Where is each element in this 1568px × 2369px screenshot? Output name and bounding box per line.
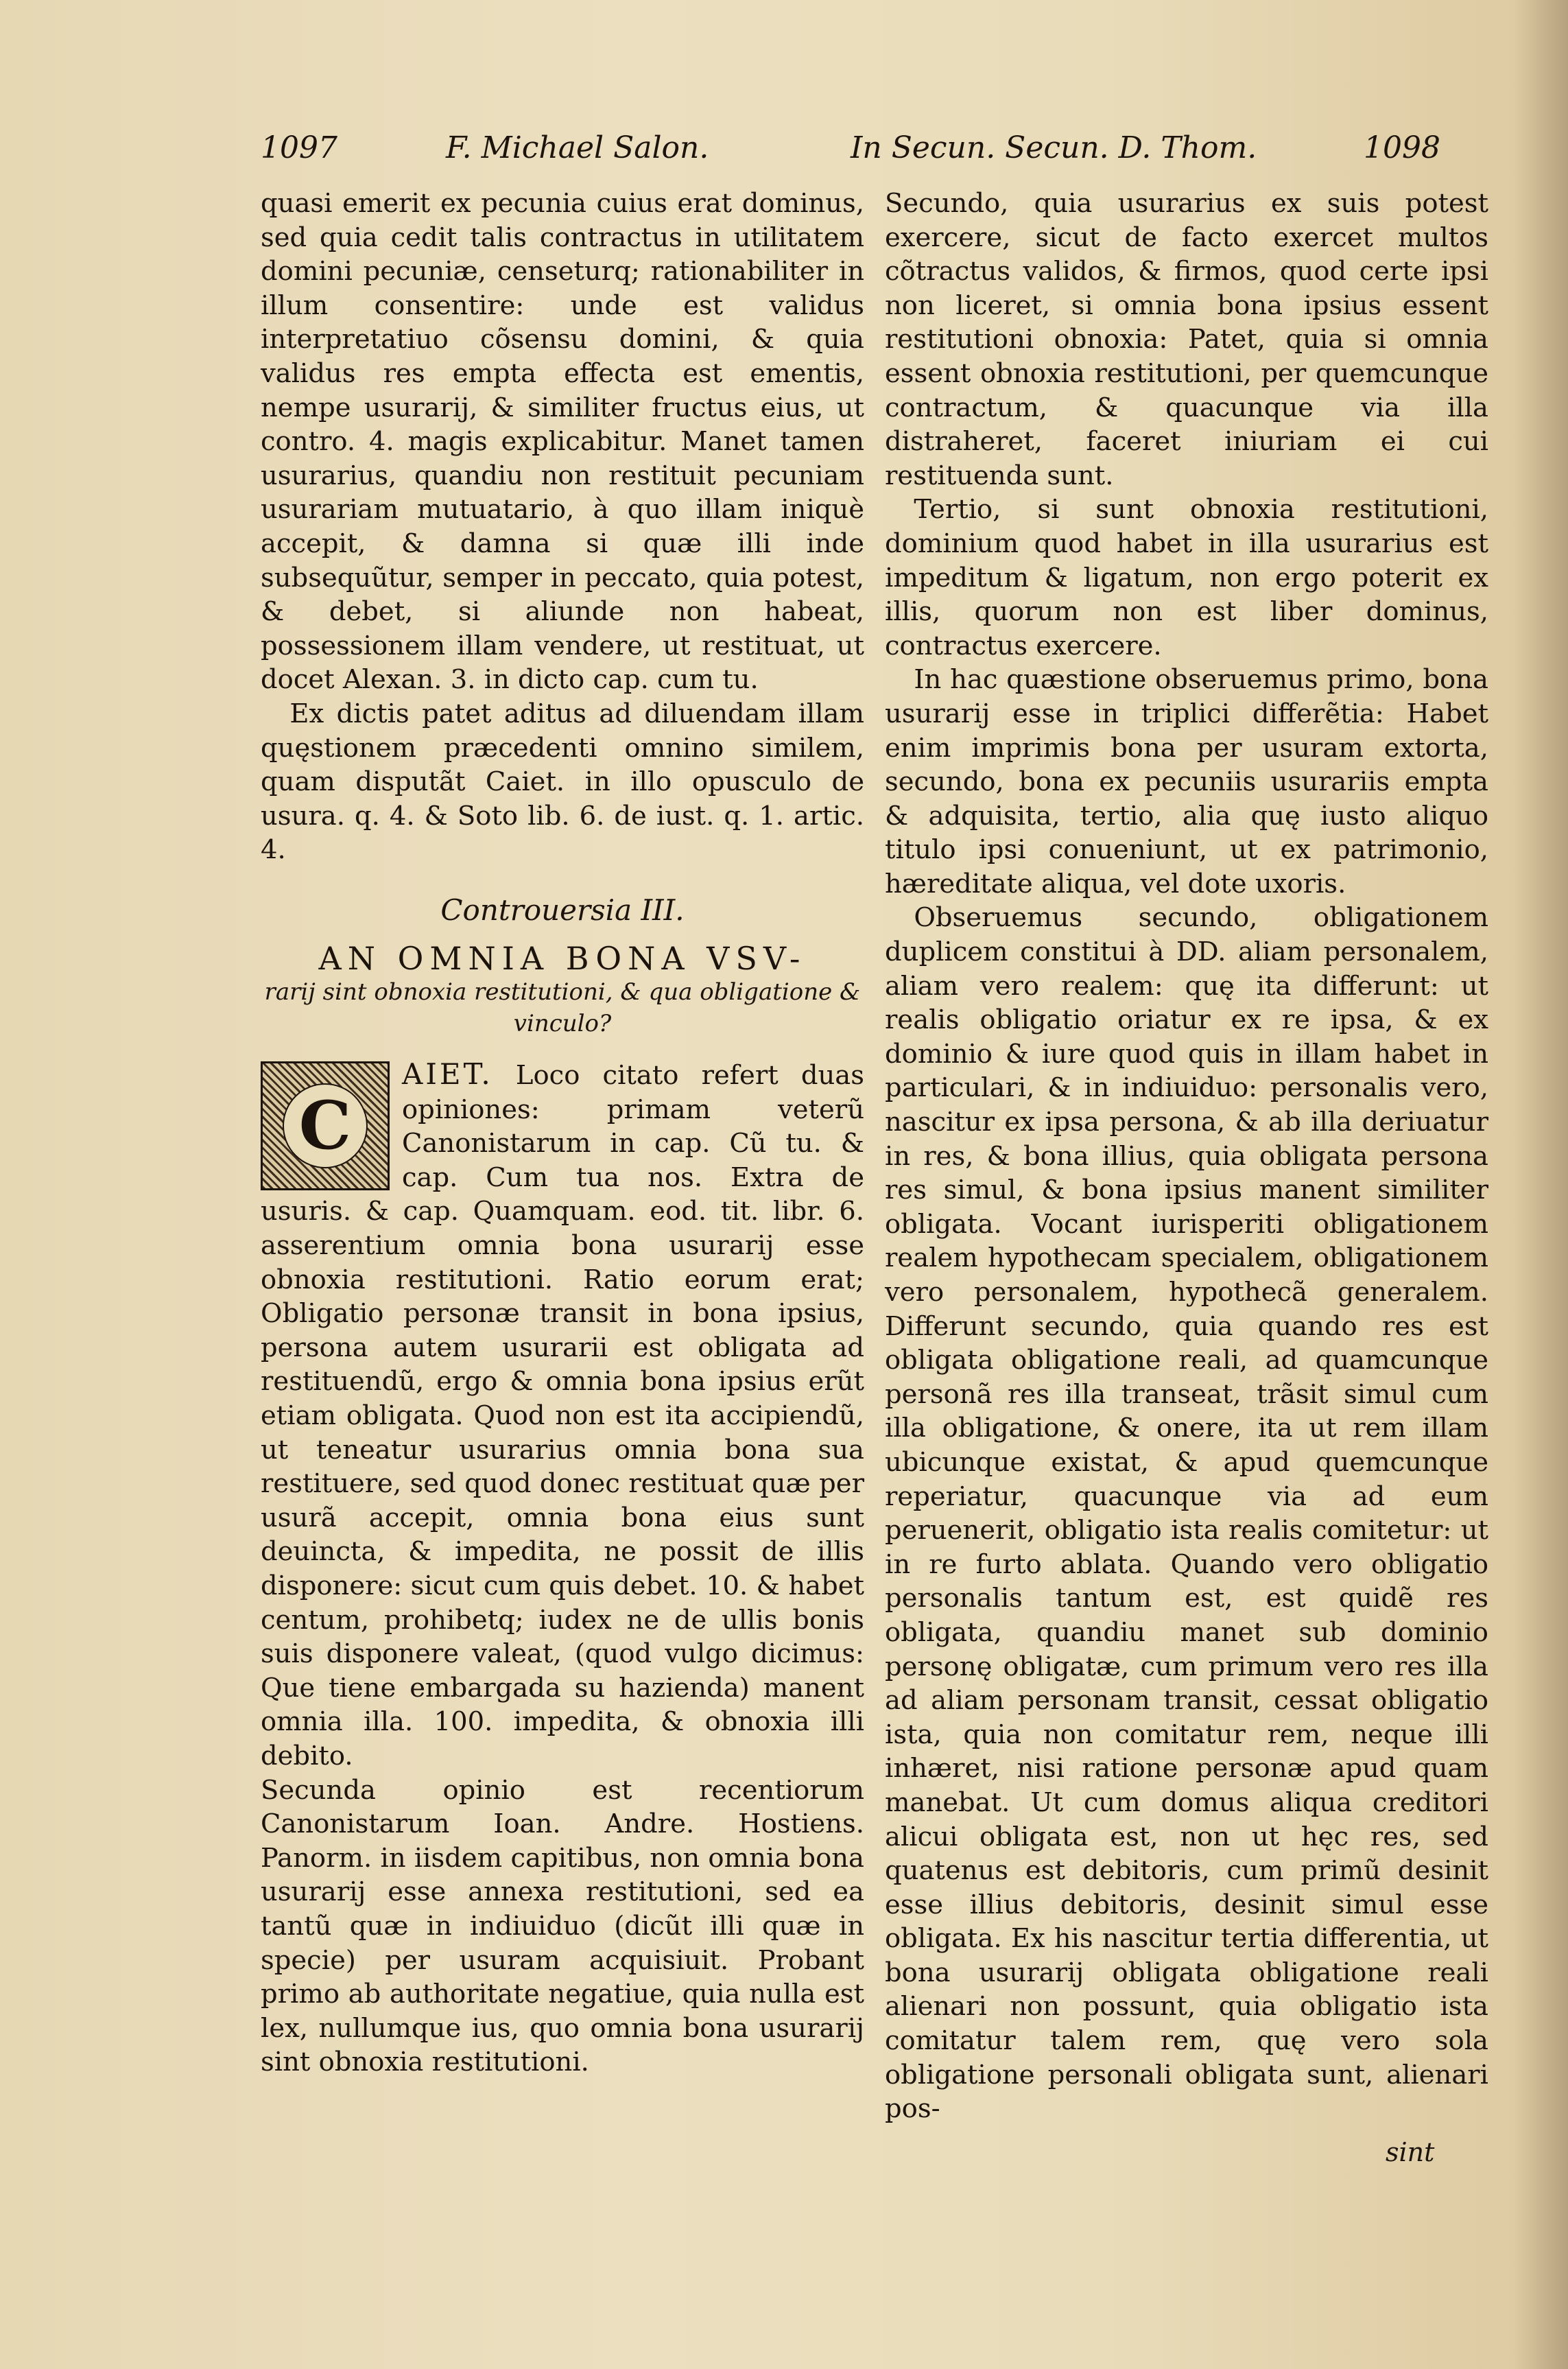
running-head <box>261 130 1440 178</box>
page-gutter-shadow <box>1513 0 1568 2369</box>
right-paragraph-3: In hac quæstione obseruemus primo, bona usurarij esse in triplici differẽtia: Habet enim imprimis bona per usuram extorta, secundo, bona ex pecuniis usurariis empta & adquisita, tertio, alia quę iusto aliquo titulo ipsi conueniunt, ut ex patrimonio, hæreditate aliqua, vel dote uxoris. <box>885 664 1488 899</box>
decorated-initial-icon <box>261 1061 390 1190</box>
question-subtitle: rarij sint obnoxia restitutioni, & qua obligatione & vinculo? <box>264 978 861 1038</box>
paragraph-lead: AIET. <box>402 1057 493 1092</box>
right-column <box>885 187 1488 2126</box>
catchword: sint <box>1386 2137 1435 2167</box>
page-number-left: 1097 <box>261 130 337 165</box>
question-title: AN OMNIA BONA VSV- <box>318 940 807 978</box>
initial-letter: C <box>283 1083 368 1168</box>
left-column <box>261 187 864 2079</box>
right-paragraph-2: Tertio, si sunt obnoxia restitutioni, dominium quod habet in illa usurarius est impeditum & ligatum, non ergo poterit ex illis, quorum non est liber dominus, contractus exercere. <box>885 494 1488 661</box>
running-head-author: F. Michael Salon. <box>446 130 709 165</box>
right-paragraph-1: Secundo, quia usurarius ex suis potest exercere, sicut de facto exercet multos cõtractus validos, & firmos, quod certe ipsi non liceret, si omnia bona ipsius essent restitutioni obnoxia: Patet, quia si omnia essent obnoxia restitutioni, per quemcunque contractum, & quacunque via illa distraheret, faceret iniuriam ei cui restituenda sunt. <box>885 188 1488 491</box>
left-paragraph-1: quasi emerit ex pecunia cuius erat dominus, sed quia cedit talis contractus in utilitatem domini pecuniæ, censeturq; rationabiliter in illum consentire: unde est validus interpretatiuo cõsensu domini, & quia validus res empta effecta est ementis, nempe usurarij, & similiter fructus eius, ut contro. 4. magis explicabitur. Manet tamen usurarius, quandiu non restituit pecuniam usurariam mutuatario, à quo illam iniquè accepit, & damna si quæ illi inde subsequũtur, semper in peccato, quia potest, & debet, si aliunde non habeat, possessionem illam vendere, ut restituat, ut docet Alexan. 3. in dicto cap. cum tu. <box>261 188 864 696</box>
running-head-title: In Secun. Secun. D. Thom. <box>851 130 1257 165</box>
left-paragraph-2: Ex dictis patet aditus ad diluendam illam quęstionem præcedenti omnino similem, quam disputãt Caiet. in illo opusculo de usura. q. 4. & Soto lib. 6. de iust. q. 1. artic. 4. <box>261 698 864 866</box>
left-paragraph-4: Secunda opinio est recentiorum Canonistarum Ioan. Andre. Hostiens. Panorm. in iisdem capitibus, non omnia bona usurarij esse annexa restitutioni, sed ea tantũ quæ in indiuiduo (dicũt illi quæ in specie) per usuram acquisiuit. Probant primo ab authoritate negatiue, quia nulla est lex, nullumque ius, quo omnia bona usurarij sint obnoxia restitutioni. <box>261 1774 864 2078</box>
controversia-heading: Controuersia III. <box>440 893 685 927</box>
page-number-right: 1098 <box>1364 130 1440 165</box>
decorated-paragraph <box>261 1057 864 1773</box>
right-paragraph-4: Obseruemus secundo, obligationem duplicem constitui à DD. aliam personalem, aliam vero realem: quę ita differunt: ut realis obligatio oriatur ex re ipsa, & ex dominio & iure quod quis in illam habet in particulari, & in indiuiduo: personalis vero, nascitur ex ipsa persona, & ab illa deriuatur in res, & bona illius, quia obligata persona res simul, & bona ipsius manent similiter obligata. Vocant iurisperiti obligationem realem hypothecam specialem, obligationem vero personalem, hypothecã generalem. Differunt secundo, quia quando res est obligata obligatione reali, ad quamcunque personã res illa transeat, trãsit simul cum illa obligatione, & onere, ita ut rem illam ubicunque existat, & apud quemcunque reperiatur, quacunque via ad eum peruenerit, obligatio ista realis comitetur: ut in re furto ablata. Quando vero obligatio personalis tantum est, est quidẽ res obligata, quandiu manet sub dominio personę obligatæ, cum primum vero res illa ad aliam personam transit, cessat obligatio ista, quia non comitatur rem, neque illi inhæret, nisi ratione personæ apud quam manebat. Ut cum domus aliqua creditori alicui obligata est, non ut hęc res, sed quatenus est debitoris, cum primũ desinit esse illius debitoris, desinit simul esse obligata. Ex his nascitur tertia differentia, ut bona usurarij obligata obligatione reali alienari non possunt, quia obligatio ista comitatur talem rem, quę vero sola obligatione personali obligata sunt, alienari pos- <box>885 902 1488 2125</box>
left-paragraph-3-text: Loco citato refert duas opiniones: primam veterũ Canonistarum in cap. Cũ tu. & cap. Cum tua nos. Extra de usuris. & cap. Quamquam. eod. tit. libr. 6. asserentium omnia bona usurarij esse obnoxia restitutioni. Ratio eorum erat; Obligatio personæ transit in bona ipsius, persona autem usurarii est obligata ad restituendũ, ergo & omnia bona ipsius erũt etiam obligata. Quod non est ita accipiendũ, ut teneatur usurarius omnia bona sua restituere, sed quod donec restituat quæ per usurã accepit, omnia bona eius sunt deuincta, & impedita, ne possit de illis disponere: sicut cum quis debet. 10. & habet centum, prohibetq; iudex ne de ullis bonis suis disponere valeat, (quod vulgo dicimus: Que tiene embargada su hazienda) manent omnia illa. 100. impedita, & obnoxia illi debito. <box>261 1060 864 1771</box>
